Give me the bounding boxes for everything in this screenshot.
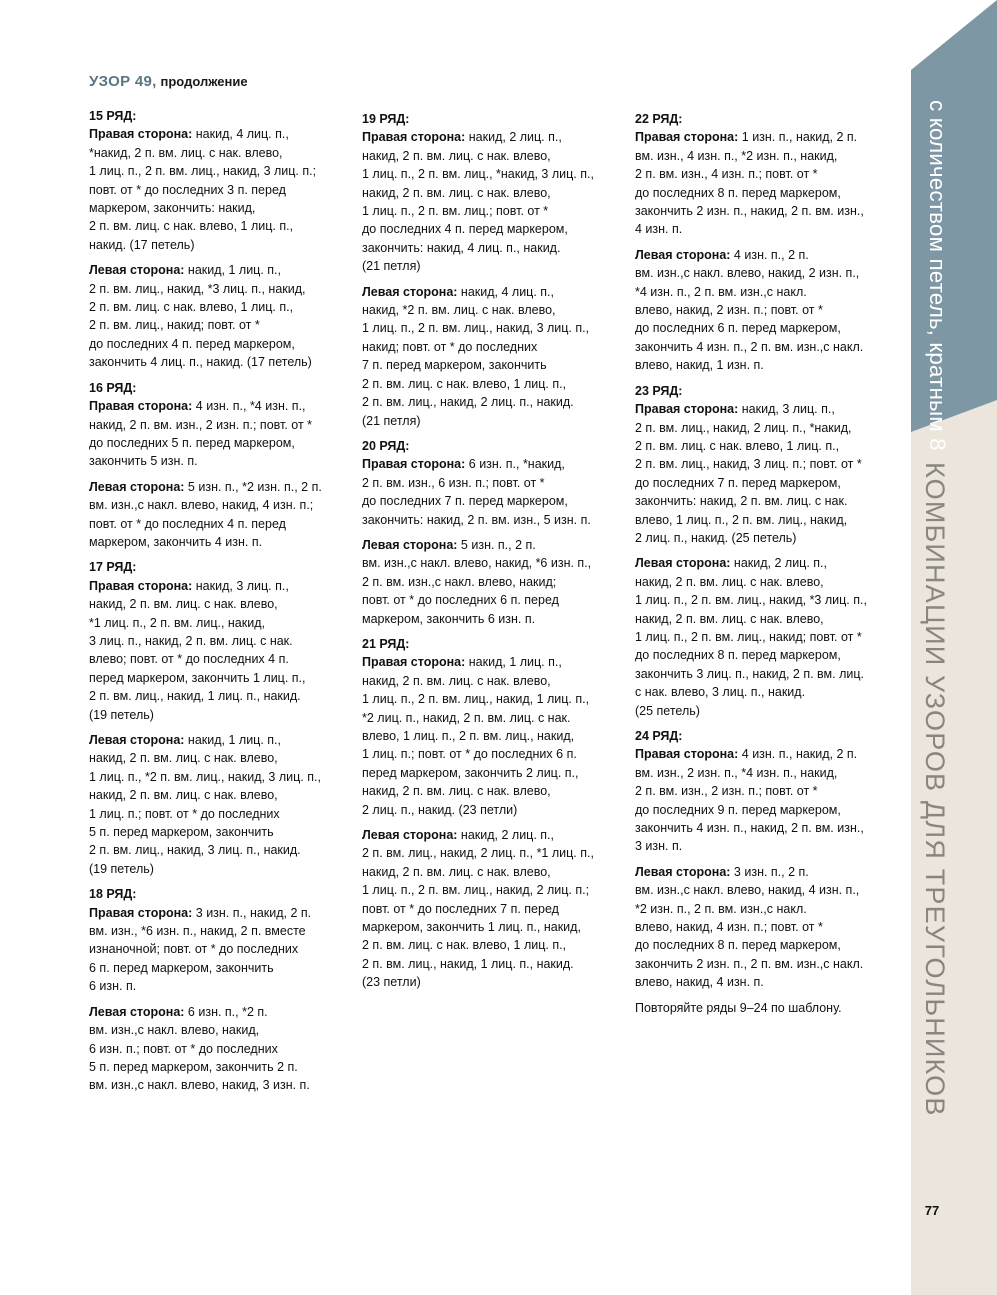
- instruction-line: накид; повт. от * до последних: [362, 339, 538, 354]
- instruction-line: вм. изн.,с накл. влево, накид, 2 изн. п.,: [635, 266, 860, 281]
- row-title: 23 РЯД:: [635, 383, 683, 398]
- instruction-line: 2 п. вм. лиц., накид, 3 лиц. п., накид.: [89, 843, 301, 858]
- instruction-line: (23 петли): [362, 975, 421, 990]
- instruction-line: вм. изн.,с накл. влево, накид, 3 изн. п.: [89, 1078, 310, 1093]
- instruction-line: [89, 478, 359, 496]
- instruction-line: закончить: накид, 4 лиц. п., накид.: [362, 240, 561, 255]
- instruction-line: 2 п. вм. изн., 4 изн. п.; повт. от *: [635, 167, 818, 182]
- instruction-line: 2 п. вм. лиц. с нак. влево, 1 лиц. п.,: [362, 938, 567, 953]
- instruction-line: 2 п. вм. лиц., накид, 1 лиц. п., накид.: [89, 689, 301, 704]
- instruction-line: до последних 8 п. перед маркером,: [635, 938, 841, 953]
- instruction-line: накид. (17 петель): [89, 237, 195, 252]
- instruction-line: вм. изн.,с накл. влево, накид,: [89, 1023, 260, 1038]
- instruction-line: до последних 7 п. перед маркером,: [362, 494, 568, 509]
- instruction-line: 6 изн. п.; повт. от * до последних: [89, 1041, 278, 1056]
- instruction-text: накид, 1 лиц. п.,: [184, 733, 281, 747]
- instruction-line: *2 изн. п., 2 п. вм. изн.,с накл.: [635, 901, 807, 916]
- instruction-line: 1 лиц. п., 2 п. вм. лиц., накид, 3 лиц. п.,: [362, 321, 590, 336]
- instruction-line: маркером, закончить 6 изн. п.: [362, 611, 536, 626]
- instruction-line: закончить 4 изн. п., накид, 2 п. вм. изн.,: [635, 821, 864, 836]
- instruction-line: влево, 1 лиц. п., 2 п. вм. лиц., накид,: [635, 512, 848, 527]
- instruction-line: накид, 2 п. вм. лиц. с нак. влево,: [89, 788, 278, 803]
- instruction-line: 2 п. вм. изн., 6 изн. п.; повт. от *: [362, 475, 545, 490]
- side-label: Правая сторона:: [635, 747, 739, 762]
- repeat-note: Повторяйте ряды 9–24 по шаблону.: [635, 1000, 842, 1015]
- instruction-text: 5 изн. п., 2 п.: [457, 537, 536, 552]
- instruction-line: накид, 2 п. вм. лиц. с нак. влево,: [635, 574, 824, 589]
- instruction-line: 1 лиц. п.; повт. от * до последних: [89, 806, 280, 821]
- instruction-text: накид, 1 лиц. п.,: [184, 263, 281, 278]
- instruction-line: [635, 400, 905, 418]
- instruction-line: накид, *2 п. вм. лиц. с нак. влево,: [362, 303, 556, 318]
- right-side-instructions: [635, 400, 905, 547]
- left-side-instructions: [635, 246, 905, 375]
- instruction-line: 2 п. вм. лиц., накид, 3 лиц. п.; повт. от *: [635, 457, 862, 472]
- instruction-line: (19 петель): [89, 861, 154, 876]
- side-label: Левая сторона:: [635, 864, 731, 879]
- instruction-line: [362, 455, 632, 473]
- side-label: Левая сторона:: [362, 828, 458, 843]
- instruction-line: перед маркером, закончить 2 лиц. п.,: [362, 765, 579, 780]
- instruction-line: *1 лиц. п., 2 п. вм. лиц., накид,: [89, 615, 265, 630]
- instruction-line: 2 п. вм. лиц. с нак. влево, 1 лиц. п.,: [635, 438, 840, 453]
- instruction-line: закончить 2 изн. п., 2 п. вм. изн.,с накл.: [635, 956, 864, 971]
- pattern-row: [362, 437, 632, 628]
- left-side-instructions: [635, 554, 905, 720]
- left-side-instructions: [89, 1003, 359, 1095]
- instruction-line: 2 п. вм. лиц., накид, *3 лиц. п., накид,: [89, 281, 306, 296]
- side-label: Левая сторона:: [89, 479, 185, 494]
- instruction-line: повт. от * до последних 6 п. перед: [362, 593, 559, 608]
- instruction-line: 2 п. вм. лиц. с нак. влево, 1 лиц. п.,: [89, 300, 294, 315]
- instruction-line: 6 изн. п.: [89, 979, 137, 994]
- instruction-line: накид, 2 п. вм. лиц. с нак. влево,: [362, 673, 551, 688]
- instruction-line: [362, 128, 632, 146]
- instruction-line: [635, 128, 905, 146]
- instruction-text: 3 изн. п., накид, 2 п.: [192, 905, 312, 920]
- instruction-line: влево; повт. от * до последних 4 п.: [89, 652, 289, 667]
- instruction-line: влево, 1 лиц. п., 2 п. вм. лиц., накид,: [362, 729, 575, 743]
- instruction-line: [89, 731, 359, 749]
- instruction-line: 2 лиц. п., накид. (23 петли): [362, 802, 518, 817]
- instruction-line: 2 лиц. п., накид. (25 петель): [635, 530, 797, 545]
- side-label: Левая сторона:: [89, 263, 185, 278]
- left-side-instructions: [89, 261, 359, 371]
- side-chapter-title: КОМБИНАЦИИ УЗОРОВ ДЛЯ ТРЕУГОЛЬНИКОВ: [920, 462, 950, 1117]
- instruction-line: 2 п. вм. лиц., накид, 2 лиц. п., накид.: [362, 395, 574, 410]
- instruction-text: 1 изн. п., накид, 2 п.: [738, 130, 858, 145]
- pattern-subtitle: продолжение: [160, 74, 248, 89]
- instruction-line: 1 лиц. п., 2 п. вм. лиц.; повт. от *: [362, 204, 549, 219]
- instruction-line: 2 п. вм. лиц., накид, 2 лиц. п., *1 лиц. п.,: [362, 846, 594, 861]
- instruction-line: закончить 3 лиц. п., накид, 2 п. вм. лиц.: [635, 666, 864, 681]
- instruction-line: 2 п. вм. лиц., накид; повт. от *: [89, 318, 260, 333]
- instruction-line: накид, 2 п. вм. лиц. с нак. влево,: [362, 148, 551, 163]
- instruction-line: [362, 283, 632, 301]
- instruction-line: маркером, закончить 4 изн. п.: [89, 534, 263, 549]
- instruction-line: до последних 9 п. перед маркером,: [635, 802, 841, 817]
- pattern-row: [635, 382, 905, 720]
- pattern-row: [635, 110, 905, 375]
- row-title: 22 РЯД:: [635, 112, 683, 126]
- instruction-line: до последних 7 п. перед маркером,: [635, 475, 841, 490]
- instruction-line: [89, 125, 359, 143]
- instruction-text: 4 изн. п., накид, 2 п.: [738, 747, 858, 762]
- side-label: Левая сторона:: [362, 537, 458, 552]
- instruction-line: 1 лиц. п., 2 п. вм. лиц., накид, *3 лиц. п.,: [635, 593, 867, 608]
- instruction-line: накид, 2 п. вм. лиц. с нак. влево,: [362, 185, 551, 200]
- instruction-line: закончить: накид, 2 п. вм. изн., 5 изн. п.: [362, 512, 591, 527]
- instruction-line: накид, 2 п. вм. лиц. с нак. влево,: [635, 611, 824, 626]
- instruction-line: закончить: накид, 2 п. вм. лиц. с нак.: [635, 494, 848, 509]
- instruction-line: вм. изн.,с накл. влево, накид, 4 изн. п.;: [89, 498, 314, 513]
- instruction-line: [362, 653, 632, 671]
- left-side-instructions: [362, 536, 632, 628]
- instruction-line: с нак. влево, 3 лиц. п., накид.: [635, 685, 806, 700]
- pattern-row: [362, 635, 632, 992]
- row-title: 15 РЯД:: [89, 109, 137, 123]
- instruction-line: [89, 577, 359, 595]
- column-2: [362, 110, 632, 999]
- right-side-instructions: [89, 397, 359, 471]
- instruction-line: закончить 5 изн. п.: [89, 454, 198, 469]
- side-label: Левая сторона:: [89, 733, 185, 747]
- row-title: 19 РЯД:: [362, 112, 410, 126]
- instruction-line: накид, 2 п. вм. лиц. с нак. влево,: [89, 751, 278, 766]
- side-label: Правая сторона:: [89, 399, 193, 414]
- pattern-row: [362, 110, 632, 430]
- instruction-line: перед маркером, закончить 1 лиц. п.,: [89, 670, 306, 685]
- instruction-text: накид, 1 лиц. п.,: [465, 655, 562, 670]
- instruction-line: вм. изн., 2 изн. п., *4 изн. п., накид,: [635, 765, 838, 780]
- instruction-line: [635, 554, 905, 572]
- instruction-line: влево, накид, 4 изн. п.: [635, 975, 764, 990]
- instruction-line: [89, 1003, 359, 1021]
- instruction-line: до последних 8 п. перед маркером,: [635, 648, 841, 663]
- instruction-line: 1 лиц. п., 2 п. вм. лиц., накид, 2 лиц. п.;: [362, 883, 590, 898]
- pattern-row: [89, 558, 359, 878]
- instruction-line: изнаночной; повт. от * до последних: [89, 942, 299, 957]
- instruction-text: 4 изн. п., *4 изн. п.,: [192, 399, 306, 414]
- instruction-line: 1 лиц. п., 2 п. вм. лиц., накид, 1 лиц. п.,: [362, 692, 590, 707]
- row-title: 21 РЯД:: [362, 636, 410, 651]
- instruction-line: [635, 745, 905, 763]
- instruction-line: накид, 2 п. вм. лиц. с нак. влево,: [362, 864, 551, 879]
- instruction-line: (25 петель): [635, 703, 700, 718]
- instruction-line: накид, 2 п. вм. лиц. с нак. влево,: [362, 784, 551, 799]
- instruction-line: маркером, закончить 1 лиц. п., накид,: [362, 920, 581, 935]
- instruction-line: 2 п. вм. лиц. с нак. влево, 1 лиц. п.,: [89, 219, 294, 234]
- instruction-line: (21 петля): [362, 259, 421, 274]
- side-subtitle: с количеством петель, кратным 8: [925, 100, 950, 451]
- row-title: 17 РЯД:: [89, 560, 137, 575]
- instruction-text: 6 изн. п., *2 п.: [184, 1004, 268, 1019]
- instruction-line: [89, 904, 359, 922]
- side-label: Правая сторона:: [362, 655, 466, 670]
- pattern-row: [635, 727, 905, 992]
- page-number: 77: [924, 1203, 940, 1218]
- instruction-line: [89, 261, 359, 279]
- left-side-instructions: [635, 863, 905, 992]
- instruction-line: 3 изн. п.: [635, 839, 683, 854]
- instruction-line: 2 п. вм. лиц. с нак. влево, 1 лиц. п.,: [362, 376, 567, 391]
- pattern-row: [89, 885, 359, 1094]
- instruction-line: (21 петля): [362, 413, 421, 428]
- left-side-instructions: [89, 731, 359, 878]
- instruction-line: [362, 826, 632, 844]
- instruction-line: вм. изн.,с накл. влево, накид, 4 изн. п.,: [635, 883, 860, 898]
- instruction-line: до последних 8 п. перед маркером,: [635, 185, 841, 200]
- right-side-instructions: [89, 577, 359, 724]
- instruction-line: 4 изн. п.: [635, 222, 683, 237]
- instruction-text: накид, 2 лиц. п.,: [465, 130, 562, 145]
- side-label: Левая сторона:: [635, 556, 731, 571]
- instruction-line: влево, накид, 4 изн. п.; повт. от *: [635, 920, 823, 935]
- instruction-line: 5 п. перед маркером, закончить 2 п.: [89, 1059, 298, 1074]
- column-3: [635, 110, 905, 1017]
- right-side-instructions: [89, 125, 359, 254]
- instruction-line: [635, 246, 905, 264]
- instruction-line: накид, 2 п. вм. лиц. с нак. влево,: [89, 597, 278, 612]
- side-label: Правая сторона:: [362, 130, 466, 145]
- right-side-instructions: [89, 904, 359, 996]
- instruction-line: 1 лиц. п., *2 п. вм. лиц., накид, 3 лиц. п.,: [89, 769, 321, 784]
- instruction-line: 2 п. вм. лиц., накид, 2 лиц. п., *накид,: [635, 420, 852, 435]
- instruction-line: 6 п. перед маркером, закончить: [89, 960, 274, 975]
- column-1: [89, 107, 359, 1102]
- instruction-line: закончить 4 изн. п., 2 п. вм. изн.,с накл.: [635, 339, 864, 354]
- instruction-line: закончить 4 лиц. п., накид. (17 петель): [89, 355, 312, 370]
- instruction-line: влево, накид, 2 изн. п.; повт. от *: [635, 303, 823, 318]
- instruction-text: накид, 3 лиц. п.,: [738, 402, 835, 417]
- instruction-line: повт. от * до последних 7 п. перед: [362, 901, 559, 916]
- instruction-text: 6 изн. п., *накид,: [465, 457, 565, 472]
- instruction-text: накид, 2 лиц. п.,: [730, 556, 827, 571]
- instruction-line: 2 п. вм. изн., 2 изн. п.; повт. от *: [635, 784, 818, 799]
- right-side-instructions: [362, 128, 632, 275]
- row-title: 24 РЯД:: [635, 729, 683, 743]
- side-label: Левая сторона:: [362, 284, 458, 299]
- pattern-row: [89, 379, 359, 552]
- instruction-line: вм. изн., *6 изн. п., накид, 2 п. вместе: [89, 924, 306, 939]
- instruction-line: повт. от * до последних 3 п. перед: [89, 182, 286, 197]
- instruction-line: 7 п. перед маркером, закончить: [362, 358, 547, 373]
- right-side-instructions: [635, 128, 905, 238]
- side-label: Правая сторона:: [89, 127, 193, 142]
- instruction-line: 2 п. вм. лиц., накид, 1 лиц. п., накид.: [362, 956, 574, 971]
- instruction-line: до последних 4 п. перед маркером,: [89, 336, 295, 351]
- instruction-text: 4 изн. п., 2 п.: [730, 247, 809, 262]
- side-label: Правая сторона:: [89, 905, 193, 920]
- instruction-line: *4 изн. п., 2 п. вм. изн.,с накл.: [635, 284, 807, 299]
- instruction-line: 5 п. перед маркером, закончить: [89, 825, 274, 840]
- pattern-row: [89, 107, 359, 372]
- row-title: 16 РЯД:: [89, 380, 137, 395]
- instruction-text: накид, 3 лиц. п.,: [192, 578, 289, 593]
- instruction-line: влево, накид, 1 изн. п.: [635, 358, 764, 373]
- right-side-instructions: [635, 745, 905, 855]
- instruction-line: накид, 2 п. вм. изн., 2 изн. п.; повт. от *: [89, 417, 313, 432]
- instruction-line: [635, 863, 905, 881]
- side-label: Левая сторона:: [89, 1004, 185, 1019]
- instruction-line: повт. от * до последних 4 п. перед: [89, 516, 286, 531]
- instruction-line: [89, 397, 359, 415]
- instruction-line: 3 лиц. п., накид, 2 п. вм. лиц. с нак.: [89, 633, 293, 648]
- instruction-line: (19 петель): [89, 707, 154, 722]
- instruction-text: 5 изн. п., *2 изн. п., 2 п.: [184, 479, 322, 494]
- side-label: Правая сторона:: [89, 578, 193, 593]
- instruction-line: закончить 2 изн. п., накид, 2 п. вм. изн.,: [635, 204, 864, 219]
- instruction-line: *накид, 2 п. вм. лиц. с нак. влево,: [89, 145, 283, 160]
- left-side-instructions: [362, 283, 632, 430]
- left-side-instructions: [89, 478, 359, 552]
- right-side-instructions: [362, 653, 632, 819]
- instruction-text: накид, 4 лиц. п.,: [457, 284, 554, 299]
- instruction-line: [362, 536, 632, 554]
- instruction-line: 2 п. вм. изн.,с накл. влево, накид;: [362, 574, 557, 589]
- instruction-text: накид, 2 лиц. п.,: [457, 828, 554, 843]
- instruction-text: 3 изн. п., 2 п.: [730, 864, 809, 879]
- pattern-title: УЗОР 49,: [89, 73, 157, 90]
- row-title: 20 РЯД:: [362, 438, 410, 453]
- pattern-heading: [89, 73, 248, 90]
- left-side-instructions: [362, 826, 632, 992]
- instruction-line: вм. изн., 4 изн. п., *2 изн. п., накид,: [635, 148, 838, 163]
- row-title: 18 РЯД:: [89, 887, 137, 902]
- instruction-text: накид, 4 лиц. п.,: [192, 127, 289, 142]
- instruction-line: маркером, закончить: накид,: [89, 201, 256, 216]
- side-label: Правая сторона:: [635, 402, 739, 417]
- instruction-line: *2 лиц. п., накид, 2 п. вм. лиц. с нак.: [362, 710, 571, 725]
- instruction-line: 1 лиц. п.; повт. от * до последних 6 п.: [362, 747, 577, 762]
- right-side-instructions: [362, 455, 632, 529]
- instruction-line: вм. изн.,с накл. влево, накид, *6 изн. п.,: [362, 556, 592, 571]
- instruction-line: до последних 4 п. перед маркером,: [362, 222, 568, 237]
- side-label: Левая сторона:: [635, 247, 731, 262]
- instruction-line: 1 лиц. п., 2 п. вм. лиц., накид; повт. от *: [635, 629, 862, 644]
- instruction-line: 1 лиц. п., 2 п. вм. лиц., *накид, 3 лиц. п.,: [362, 167, 594, 182]
- instruction-line: до последних 5 п. перед маркером,: [89, 435, 295, 450]
- instruction-line: до последних 6 п. перед маркером,: [635, 321, 841, 336]
- side-label: Правая сторона:: [635, 130, 739, 145]
- instruction-line: 1 лиц. п., 2 п. вм. лиц., накид, 3 лиц. п.;: [89, 164, 317, 179]
- side-label: Правая сторона:: [362, 457, 466, 472]
